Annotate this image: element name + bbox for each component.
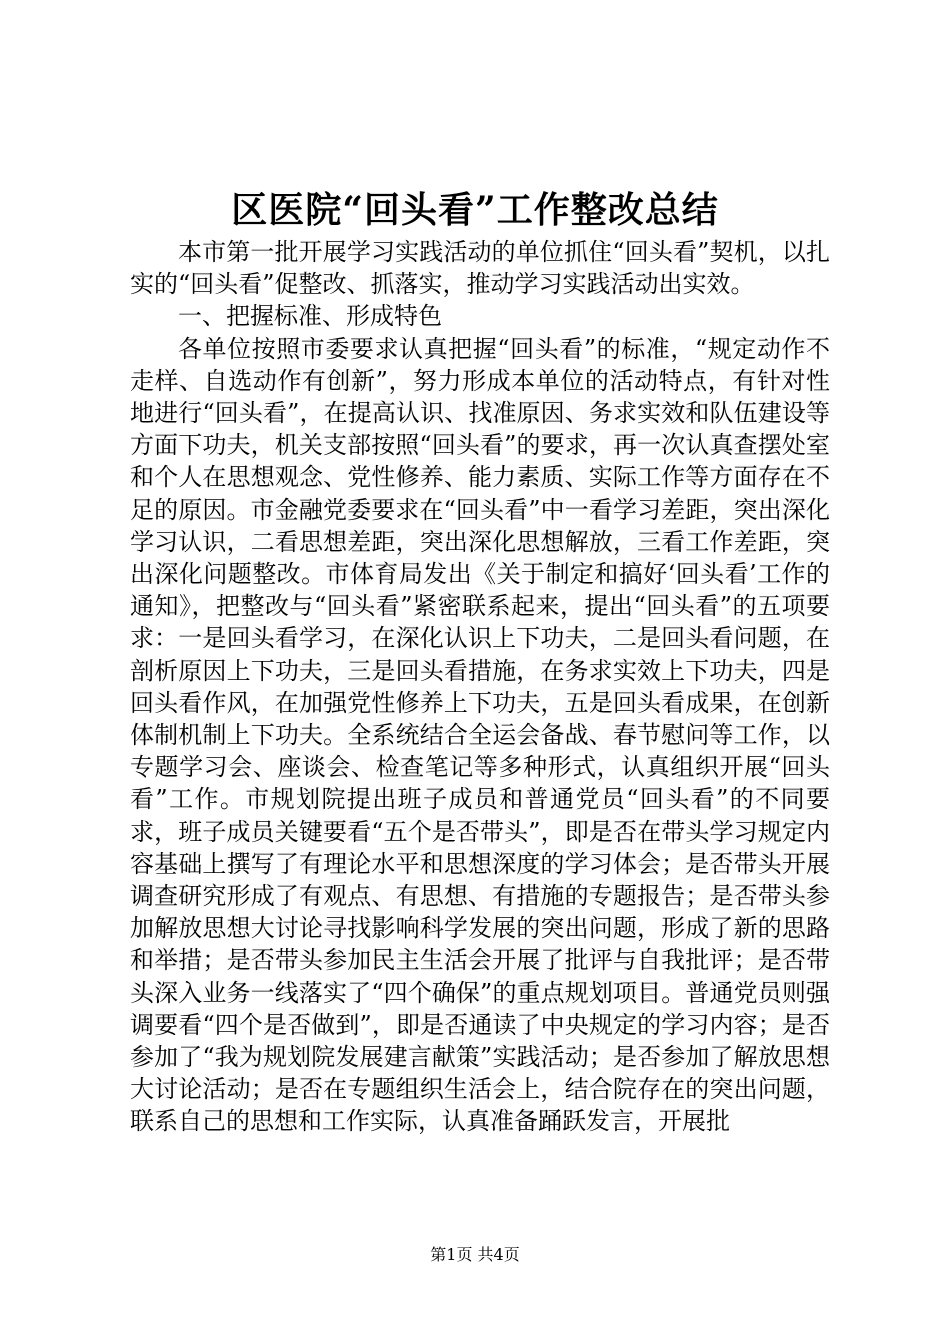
document-body (130, 236, 830, 1138)
intro-paragraph: 本市第一批开展学习实践活动的单位抓住“回头看”契机，以扎实的“回头看”促整改、抓落实，推动学习实践活动出实效。 (130, 238, 830, 299)
page-title: 区医院“回头看”工作整改总结 (231, 189, 719, 231)
section-heading: 一、把握标准、形成特色 (178, 302, 442, 331)
body-paragraph: 各单位按照市委要求认真把握“回头看”的标准，“规定动作不走样、自选动作有创新”，努力形成本单位的活动特点，有针对性地进行“回头看”，在提高认识、找准原因、务求实效和队伍建设等方面下功夫，机关支部按照“回头看”的要求，再一次认真查摆处室和个人在思想观念、党性修养、能力素质、实际工作等方面存在不足的原因。市金融党委要求在“回头看”中一看学习差距，突出深化学习认识，二看思想差距，突出深化思想解放，三看工作差距，突出深化问题整改。市体育局发出《关于制定和搞好‘回头看’工作的通知》，把整改与“回头看”紧密联系起来，提出“回头看”的五项要求：一是回头看学习，在深化认识上下功夫，二是回头看问题，在剖析原因上下功夫，三是回头看措施，在务求实效上下功夫，四是回头看作风，在加强党性修养上下功夫，五是回头看成果，在创新体制机制上下功夫。全系统结合全运会备战、春节慰问等工作，以专题学习会、座谈会、检查笔记等多种形式，认真组织开展“回头看”工作。市规划院提出班子成员和普通党员“回头看”的不同要求，班子成员关键要看“五个是否带头”，即是否在带头学习规定内容基础上撰写了有理论水平和思想深度的学习体会；是否带头开展调查研究形成了有观点、有思想、有措施的专题报告；是否带头参加解放思想大讨论寻找影响科学发展的突出问题，形成了新的思路和举措；是否带头参加民主生活会开展了批评与自我批评；是否带头深入业务一线落实了“四个确保”的重点规划项目。普通党员则强调要看“四个是否做到”，即是否通读了中央规定的学习内容；是否参加了“我为规划院发展建言献策”实践活动；是否参加了解放思想大讨论活动；是否在专题组织生活会上，结合院存在的突出问题，联系自己的思想和工作实际，认真准备踊跃发言，开展批 (130, 334, 830, 1136)
page-footer: 第1页 共4页 (430, 1245, 520, 1264)
